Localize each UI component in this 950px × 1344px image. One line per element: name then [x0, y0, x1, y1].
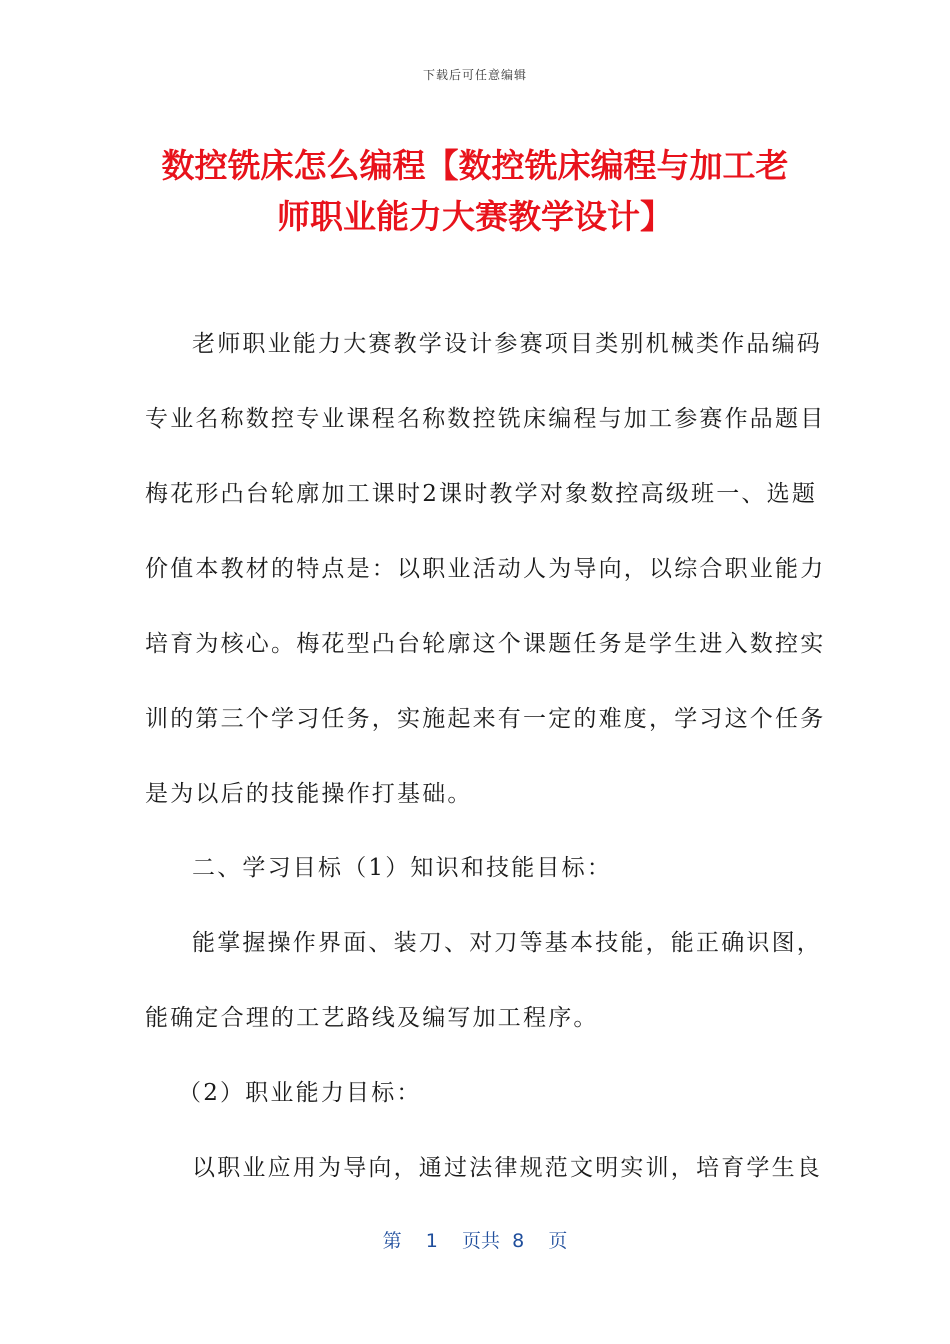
title-line-1: 数控铣床怎么编程【数控铣床编程与加工老 [161, 146, 789, 185]
body-line-9: 能掌握操作界面、装刀、对刀等基本技能，能正确识图， [192, 930, 822, 956]
body-line-3: 梅花形凸台轮廓加工课时2课时教学对象数控高级班一、选题 [145, 481, 818, 507]
footer-current-page: 1 [425, 1230, 438, 1252]
section-heading-learning-goals: 二、学习目标（1）知识和技能目标： [192, 855, 613, 881]
footer-suffix: 页 [548, 1230, 568, 1252]
footer-prefix: 第 [382, 1230, 402, 1252]
footer-total-pages: 8 [512, 1230, 525, 1252]
section-heading-career-goals: （2）职业能力目标： [178, 1080, 422, 1106]
header-note: 下载后可任意编辑 [422, 68, 527, 82]
document-title [100, 140, 850, 242]
body-line-12: 以职业应用为导向，通过法律规范文明实训，培育学生良 [192, 1155, 822, 1181]
body-line-1: 老师职业能力大赛教学设计参赛项目类别机械类作品编码 [192, 331, 822, 357]
body-line-4: 价值本教材的特点是：以职业活动人为导向，以综合职业能力 [145, 556, 826, 582]
body-line-5: 培育为核心。梅花型凸台轮廓这个课题任务是学生进入数控实 [145, 631, 826, 657]
body-line-7: 是为以后的技能操作打基础。 [145, 781, 473, 807]
footer-middle: 页共 [462, 1230, 501, 1252]
title-line-2: 师职业能力大赛教学设计】 [277, 197, 673, 236]
page-footer [0, 1226, 950, 1253]
body-line-6: 训的第三个学习任务，实施起来有一定的难度，学习这个任务 [145, 706, 826, 732]
body-line-10: 能确定合理的工艺路线及编写加工程序。 [145, 1005, 599, 1031]
body-line-2: 专业名称数控专业课程名称数控铣床编程与加工参赛作品题目 [145, 406, 826, 432]
